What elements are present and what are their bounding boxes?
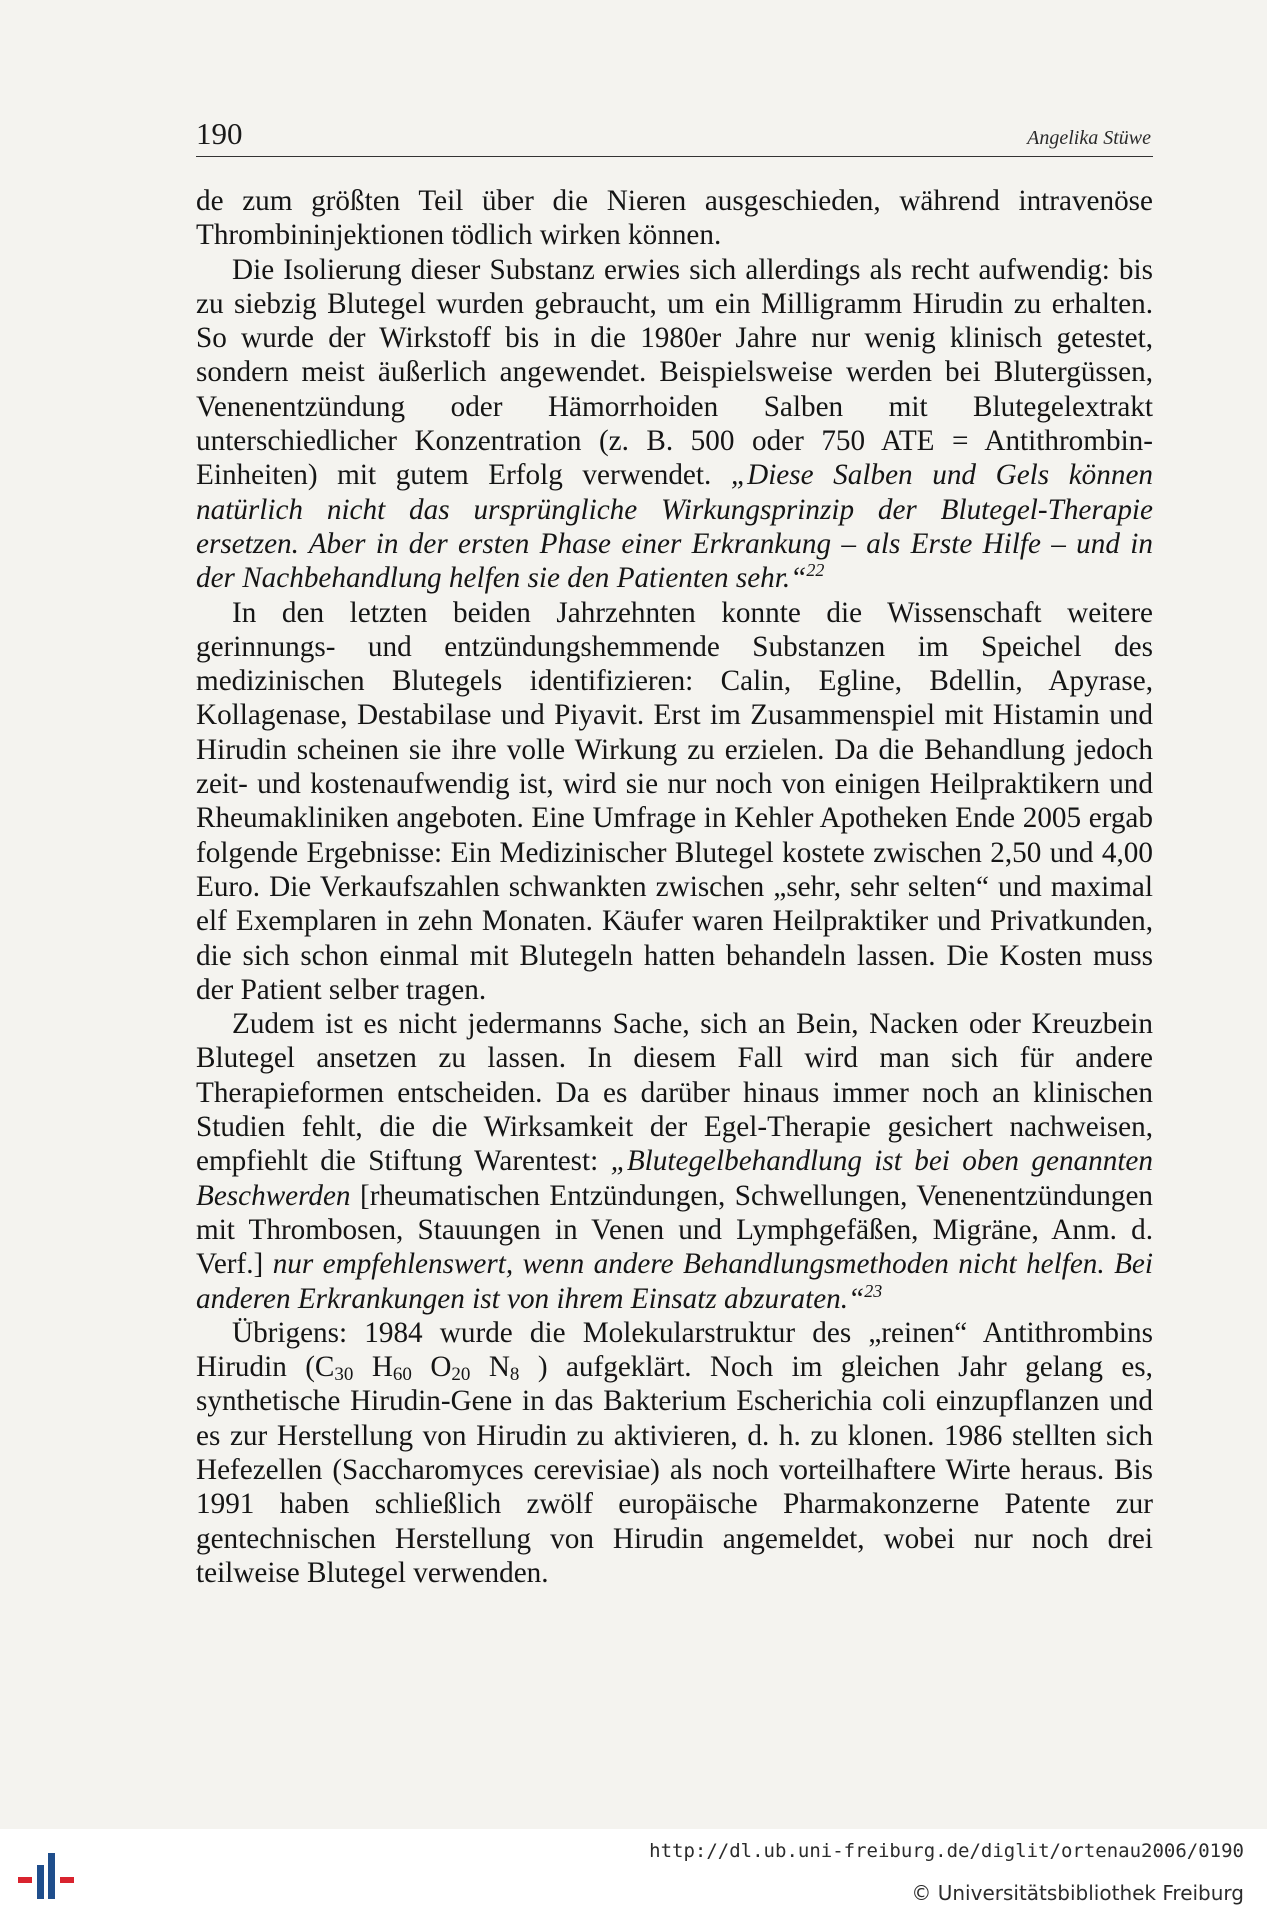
body-text (196, 184, 1153, 1590)
paragraph-5: Übrigens: 1984 wurde die Molekularstruktur des „reinen“ Antithrombins Hirudin ($C_{30}$ $H_{60}$ $O_{20}$ $N_8$ ) aufgeklärt. Noch im gleichen Jahr gelang es, synthetische Hirudin-Gene in das Bakterium Escherichia coli einzupflanzen und es zur Herstellung von Hirudin zu aktivieren, d. h. zu klonen. 1986 stellten sich Hefezellen (Saccharomyces cerevisiae) als noch vorteilhaftere Wirte heraus. Bis 1991 haben schließlich zwölf europäische Pharmakonzerne Patente zur gentechnischen Herstellung von Hirudin angemeldet, wobei nur noch drei teilweise Blutegel verwenden. (196, 1316, 1153, 1589)
page-number: 190 (196, 116, 243, 151)
editorial-insert: [rheumatischen Entzündungen, Schwellungen, Venenentzündungen mit Thrombosen, Stauungen in Venen und Lymphgefäßen, Migräne, Anm. d. Verf.] (196, 1179, 1153, 1281)
paragraph-1: de zum größten Teil über die Nieren ausgeschieden, während intravenöse Thrombininjektionen tödlich wirken können. (196, 185, 1153, 252)
running-head-author: Angelika Stüwe (1027, 127, 1151, 149)
quotation: nur empfehlenswert, wenn andere Behandlungsmethoden nicht helfen. Bei anderen Erkrankungen ist von ihrem Einsatz abzuraten.“ (196, 1248, 1153, 1315)
ub-freiburg-logo-icon[interactable] (12, 1847, 82, 1907)
copyright-notice: © Universitätsbibliothek Freiburg (911, 1881, 1244, 1905)
footnote-ref: 22 (806, 560, 825, 581)
paragraph-3: In den letzten beiden Jahrzehnten konnte die Wissenschaft weitere gerinnungs- und entzündungshemmende Substanzen im Speichel des medizinischen Blutegels identifizieren: Calin, Egline, Bdellin, Apyrase, Kollagenase, Destabilase und Piyavit. Erst im Zusammenspiel mit Histamin und Hirudin scheinen sie ihre volle Wirkung zu erzielen. Da die Behandlung jedoch zeit- und kostenaufwendig ist, wird sie nur noch von einigen Heilpraktikern und Rheumakliniken angeboten. Eine Umfrage in Kehler Apotheken Ende 2005 ergab folgende Ergebnisse: Ein Medizinischer Blutegel kostete zwischen 2,50 und 4,00 Euro. Die Verkaufszahlen schwankten zwischen „sehr, sehr selten“ und maximal elf Exemplaren in zehn Monaten. Käufer waren Heilpraktiker und Privatkunden, die sich schon einmal mit Blutegeln hatten behandeln lassen. Die Kosten muss der Patient selber tragen. (196, 596, 1153, 1006)
footer-bar (0, 1829, 1267, 1919)
formula-subscript: 30 (334, 1364, 354, 1386)
paragraph-2: Die Isolierung dieser Substanz erwies sich allerdings als recht aufwendig: bis zu siebzig Blutegel wurden gebraucht, um ein Milligramm Hirudin zu erhalten. So wurde der Wirkstoff bis in die 1980er Jahre nur wenig klinisch getestet, sondern meist äußerlich angewendet. Beispielsweise werden bei Blutergüssen, Venenentzündung oder Hämorrhoiden Salben mit Blutegelextrakt unterschiedlicher Konzentration (z. B. 500 oder 750 ATE = Antithrombin-Einheiten) mit gutem Erfolg verwendet. „Diese Salben und Gels können natürlich nicht das ursprüngliche Wirkungsprinzip der Blutegel-Therapie ersetzen. Aber in der ersten Phase einer Erkrankung – als Erste Hilfe – und in der Nachbehandlung helfen sie den Patienten sehr.“$^{22}$ (196, 253, 1154, 595)
formula-subscript: 20 (451, 1364, 471, 1386)
quotation: „Blutegelbehandlung ist bei oben genannten Beschwerden (196, 1145, 1153, 1212)
formula-subscript: 60 (392, 1364, 412, 1386)
formula-subscript: 8 (509, 1364, 520, 1386)
quotation: „Diese Salben und Gels können natürlich nicht das ursprüngliche Wirkungsprinzip der Blutegel-Therapie ersetzen. Aber in der ersten Phase einer Erkrankung – als Erste Hilfe – und in der Nachbehandlung helfen sie den Patienten sehr.“ (196, 459, 1154, 595)
footnote-ref: 23 (864, 1280, 883, 1301)
source-url-link[interactable]: http://dl.ub.uni-freiburg.de/diglit/ortenau2006/0190 (649, 1840, 1244, 1862)
page-header (196, 118, 1153, 157)
paragraph-4: Zudem ist es nicht jedermanns Sache, sich an Bein, Nacken oder Kreuzbein Blutegel ansetzen zu lassen. In diesem Fall wird man sich für andere Therapieformen entscheiden. Da es darüber hinaus immer noch an klinischen Studien fehlt, die die Wirksamkeit der Egel-Therapie gesichert nachweisen, empfiehlt die Stiftung Warentest: „Blutegelbehandlung ist bei oben genannten Beschwerden [rheumatischen Entzündungen, Schwellungen, Venenentzündungen mit Thrombosen, Stauungen in Venen und Lymphgefäßen, Migräne, Anm. d. Verf.] nur empfehlenswert, wenn andere Behandlungsmethoden nicht helfen. Bei anderen Erkrankungen ist von ihrem Einsatz abzuraten.“$^{23}$ (196, 1008, 1153, 1315)
